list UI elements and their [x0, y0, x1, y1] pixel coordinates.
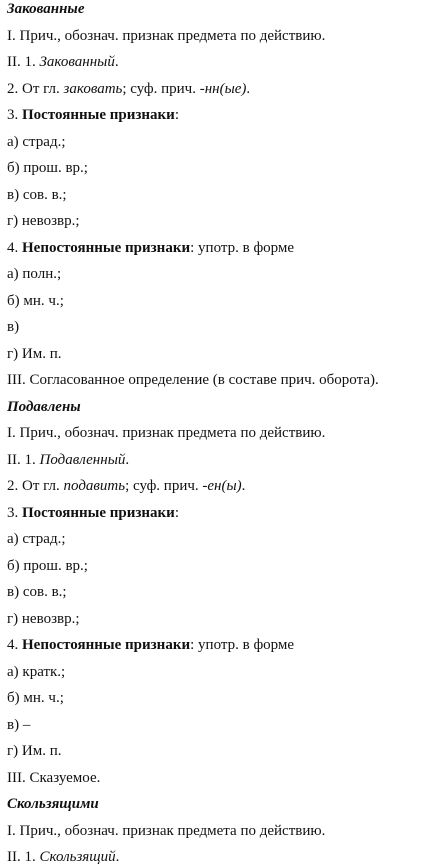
analysis-line	[7, 477, 245, 495]
text-fragment: 2. От гл.	[7, 80, 64, 97]
text-fragment: :	[174, 504, 179, 521]
text-fragment: III. Сказуемое.	[7, 769, 101, 786]
text-fragment: I. Прич., обознач. признак предмета по действию.	[7, 822, 326, 839]
text-fragment: 2. От гл.	[7, 478, 64, 494]
text-fragment: а) страд.;	[7, 133, 66, 150]
text-fragment: в) сов. в.;	[7, 584, 67, 600]
analysis-line	[7, 424, 325, 442]
text-fragment: 4.	[7, 637, 22, 653]
analysis-line	[7, 610, 80, 628]
text-fragment: .	[114, 54, 119, 70]
italic-word: -ен(ы)	[202, 478, 242, 494]
italic-word: -нн(ые)	[199, 80, 247, 97]
analysis-line	[7, 106, 179, 124]
analysis-line	[7, 133, 66, 151]
text-fragment: г) невозвр.;	[7, 213, 80, 229]
text-fragment: 3.	[7, 107, 22, 123]
text-fragment: : употр. в форме	[190, 637, 295, 653]
text-fragment: 3.	[7, 504, 22, 521]
analysis-line	[7, 265, 61, 283]
text-fragment: г) невозвр.;	[7, 610, 80, 627]
text-fragment: б) прош. вр.;	[7, 160, 88, 176]
bold-term: Непостоянные признаки	[22, 239, 191, 256]
text-fragment: г) Им. п.	[7, 345, 62, 362]
analysis-line	[7, 27, 325, 45]
bold-term: Постоянные признаки	[22, 504, 175, 521]
text-fragment: II. 1.	[7, 849, 40, 865]
analysis-line	[7, 292, 64, 310]
text-fragment: а) полн.;	[7, 266, 62, 282]
bold-term: Непостоянные признаки	[22, 637, 191, 653]
text-fragment: г) Им. п.	[7, 743, 62, 759]
text-fragment: :	[174, 107, 179, 123]
analysis-line	[7, 822, 325, 840]
text-fragment: б) прош. вр.;	[7, 557, 88, 574]
text-fragment: I. Прич., обознач. признак предмета по действию.	[7, 27, 326, 44]
section-title: Закованные	[7, 1, 85, 17]
bold-term: Постоянные признаки	[22, 107, 175, 123]
analysis-line	[7, 80, 250, 98]
text-fragment: б) мн. ч.;	[7, 292, 64, 309]
text-fragment: III. Согласованное определение (в составе прич. оборота).	[7, 372, 379, 388]
text-fragment: II. 1.	[7, 54, 40, 70]
analysis-line	[7, 530, 66, 548]
text-fragment: : употр. в форме	[190, 239, 295, 256]
italic-word: подавить	[63, 478, 126, 494]
analysis-line	[7, 318, 19, 336]
analysis-line	[7, 557, 88, 575]
italic-word: заковать	[63, 80, 123, 97]
analysis-line	[7, 742, 62, 760]
text-fragment: в)	[7, 319, 20, 335]
section-title: Подавлены	[7, 398, 81, 415]
text-fragment: .	[125, 451, 130, 468]
text-fragment: б) мн. ч.;	[7, 690, 64, 706]
text-fragment: ; суф. прич.	[122, 80, 200, 97]
analysis-line	[7, 371, 379, 389]
text-fragment: .	[115, 849, 120, 865]
analysis-line	[7, 716, 30, 734]
analysis-line	[7, 239, 294, 257]
analysis-line	[7, 53, 119, 71]
analysis-line	[7, 663, 65, 681]
italic-word: Закованный	[39, 54, 115, 70]
analysis-line	[7, 583, 67, 601]
analysis-line	[7, 848, 119, 866]
analysis-line	[7, 186, 67, 204]
analysis-line	[7, 451, 129, 469]
italic-word: Скользящий	[39, 849, 116, 865]
analysis-line	[7, 345, 62, 363]
analysis-line	[7, 769, 100, 787]
text-fragment: II. 1.	[7, 451, 40, 468]
analysis-line	[7, 689, 64, 707]
text-fragment: в) –	[7, 716, 31, 733]
text-fragment: ; суф. прич.	[125, 478, 203, 494]
analysis-line	[7, 212, 80, 230]
analysis-line	[7, 636, 294, 654]
analysis-line	[7, 159, 88, 177]
text-fragment: а) кратк.;	[7, 663, 66, 680]
text-fragment: .	[246, 80, 251, 97]
italic-word: Подавленный	[39, 451, 126, 468]
text-fragment: I. Прич., обознач. признак предмета по действию.	[7, 425, 326, 441]
analysis-line	[7, 504, 179, 522]
text-fragment: .	[241, 478, 246, 494]
section-title: Скользящими	[7, 796, 99, 812]
text-fragment: 4.	[7, 239, 22, 256]
text-fragment: в) сов. в.;	[7, 186, 67, 203]
text-fragment: а) страд.;	[7, 531, 66, 547]
